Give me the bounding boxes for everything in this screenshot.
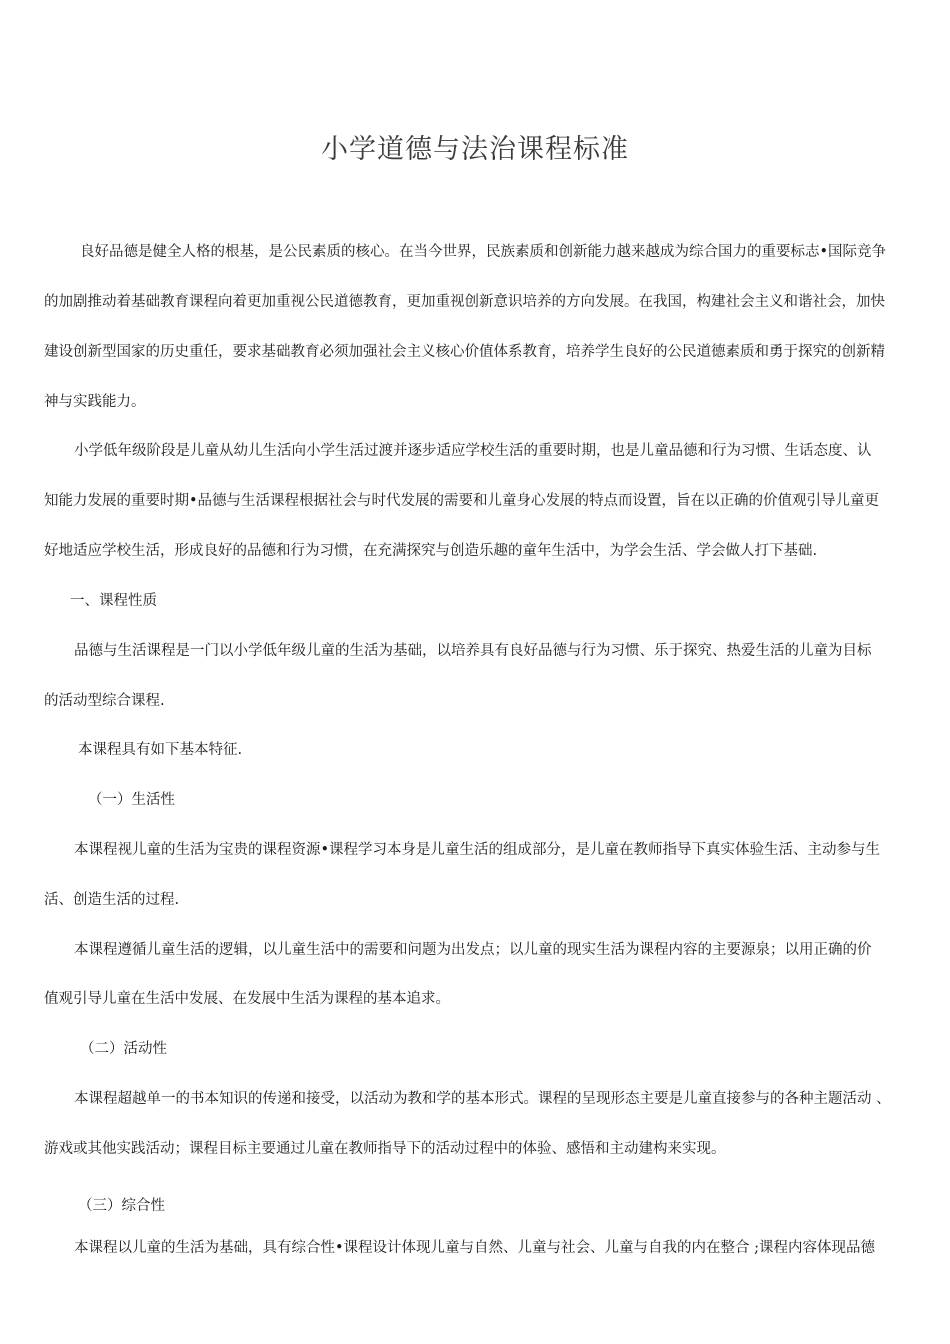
paragraph-line: 知能力发展的重要时期•品德与生活课程根据社会与时代发展的需要和儿童身心发展的特点而设置，旨在以正确的价值观引导儿童更 [44, 493, 880, 509]
paragraph-line: 本课程视儿童的生活为宝贵的课程资源•课程学习本身是儿童生活的组成部分，是儿童在教师指导下真实体验生活、主动参与生 [74, 842, 881, 858]
paragraph-line: 品德与生活课程是一门以小学低年级儿童的生活为基础，以培养具有良好品德与行为习惯、乐于探究、热爱生活的儿童为目标 [74, 643, 872, 659]
paragraph-line: 本课程遵循儿童生活的逻辑，以儿童生活中的需要和问题为出发点；以儿童的现实生活为课程内容的主要源泉；以用正确的价 [74, 942, 872, 958]
paragraph-line: 神与实践能力。 [44, 394, 146, 410]
section-heading: 一、课程性质 [70, 593, 157, 609]
subsection-heading: （二）活动性 [80, 1041, 167, 1057]
paragraph-line: 良好品德是健全人格的根基，是公民素质的核心。在当今世界，民族素质和创新能力越来越成为综合国力的重要标志•国际竞争 [80, 244, 887, 260]
paragraph-line: 的加剧推动着基础教育课程向着更加重视公民道德教育，更加重视创新意识培养的方向发展。在我国，构建社会主义和谐社会，加快 [44, 294, 885, 310]
paragraph-line: 活、创造生活的过程. [44, 892, 180, 908]
paragraph-line: 值观引导儿童在生活中发展、在发展中生活为课程的基本追求。 [44, 991, 450, 1007]
paragraph-line: 本课程超越单一的书本知识的传递和接受，以活动为教和学的基本形式。课程的呈现形态主要是儿童直接参与的各种主题活动 、 [74, 1091, 891, 1107]
paragraph-line: 好地适应学校生活，形成良好的品德和行为习惯，在充满探究与创造乐趣的童年生活中，为学会生活、学会做人打下基础. [44, 543, 818, 559]
document-title: 小学道德与法治课程标准 [321, 134, 629, 165]
paragraph-line: 本课程以儿童的生活为基础，具有综合性•课程设计体现儿童与自然、儿童与社会、儿童与自我的内在整合 ;课程内容体现品德 [74, 1240, 876, 1256]
subsection-heading: （三）综合性 [78, 1198, 165, 1214]
paragraph-line: 本课程具有如下基本特征. [78, 742, 243, 758]
subsection-heading: （一）生活性 [88, 792, 175, 808]
paragraph-line: 建设创新型国家的历史重任，要求基础教育必须加强社会主义核心价值体系教育，培养学生良好的公民道德素质和勇于探究的创新精 [44, 344, 885, 360]
paragraph-line: 游戏或其他实践活动；课程目标主要通过儿童在教师指导下的活动过程中的体验、感悟和主动建构来实现。 [44, 1141, 726, 1157]
paragraph-line: 小学低年级阶段是儿童从幼儿生活向小学生活过渡并逐步适应学校生活的重要时期，也是儿童品德和行为习惯、生话态度、认 [74, 443, 872, 459]
paragraph-line: 的活动型综合课程. [44, 693, 165, 709]
